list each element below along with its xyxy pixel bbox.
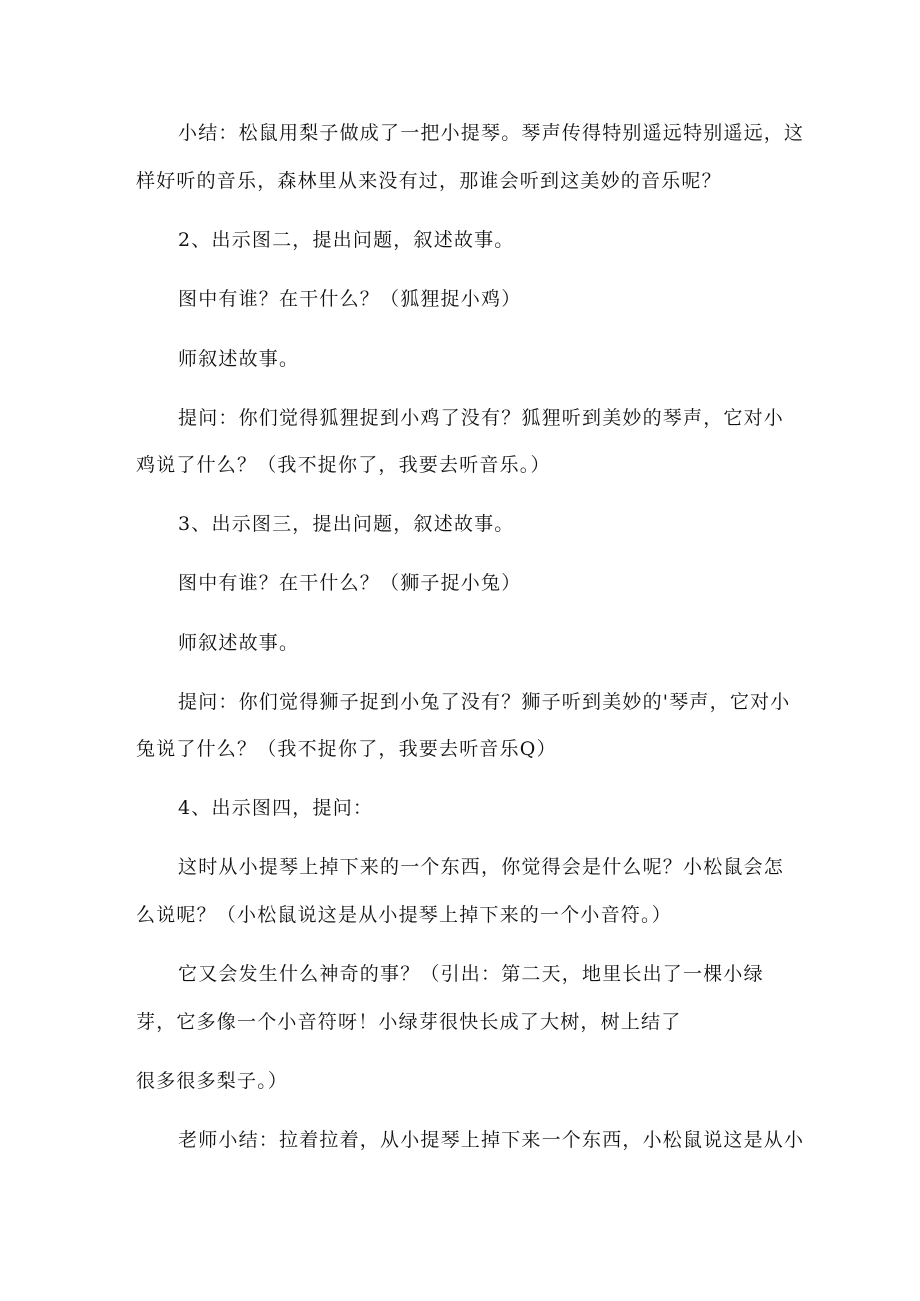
text-line: 3、出示图三，提出问题，叙述故事。 xyxy=(178,513,515,535)
text-line: 很多很多梨子。） xyxy=(136,1070,289,1092)
text-line: 这时从小提琴上掉下来的一个东西，你觉得会是什么呢？小松鼠会怎 xyxy=(178,856,785,878)
text-line: 师叙述故事。 xyxy=(178,632,300,654)
text-line: 小结：松鼠用梨子做成了一把小提琴。琴声传得特别遥远特别遥远，这 xyxy=(178,122,805,144)
text-line: 师叙述故事。 xyxy=(178,348,300,370)
text-line: 图中有谁？在干什么？（狮子捉小兔） xyxy=(178,572,522,594)
text-line: 样好听的音乐，森林里从来没有过，那谁会听到这美妙的音乐呢？ xyxy=(136,170,722,192)
text-line: 2、出示图二，提出问题，叙述故事。 xyxy=(178,229,515,251)
text-line: 提问：你们觉得狮子捉到小兔了没有？狮子听到美妙的'琴声，它对小 xyxy=(178,691,791,713)
text-line: 鸡说了什么？（我不捉你了，我要去听音乐。） xyxy=(136,454,551,476)
text-line: 芽，它多像一个小音符呀！小绿芽很快长成了大树，树上结了 xyxy=(136,1011,682,1033)
text-line: 它又会发生什么神奇的事？（引出：第二天，地里长出了一棵小绿 xyxy=(178,963,764,985)
text-line: 么说呢？（小松鼠说这是从小提琴上掉下来的一个小音符。） xyxy=(136,904,672,926)
text-line: 兔说了什么？（我不捉你了，我要去听音乐Q） xyxy=(136,738,557,760)
text-line: 4、出示图四，提问： xyxy=(178,797,374,819)
text-line: 图中有谁？在干什么？（狐狸捉小鸡） xyxy=(178,288,522,310)
text-line: 提问：你们觉得狐狸捉到小鸡了没有？狐狸听到美妙的琴声，它对小 xyxy=(178,407,785,429)
text-line: 老师小结：拉着拉着，从小提琴上掉下来一个东西，小松鼠说这是从小 xyxy=(178,1129,805,1151)
